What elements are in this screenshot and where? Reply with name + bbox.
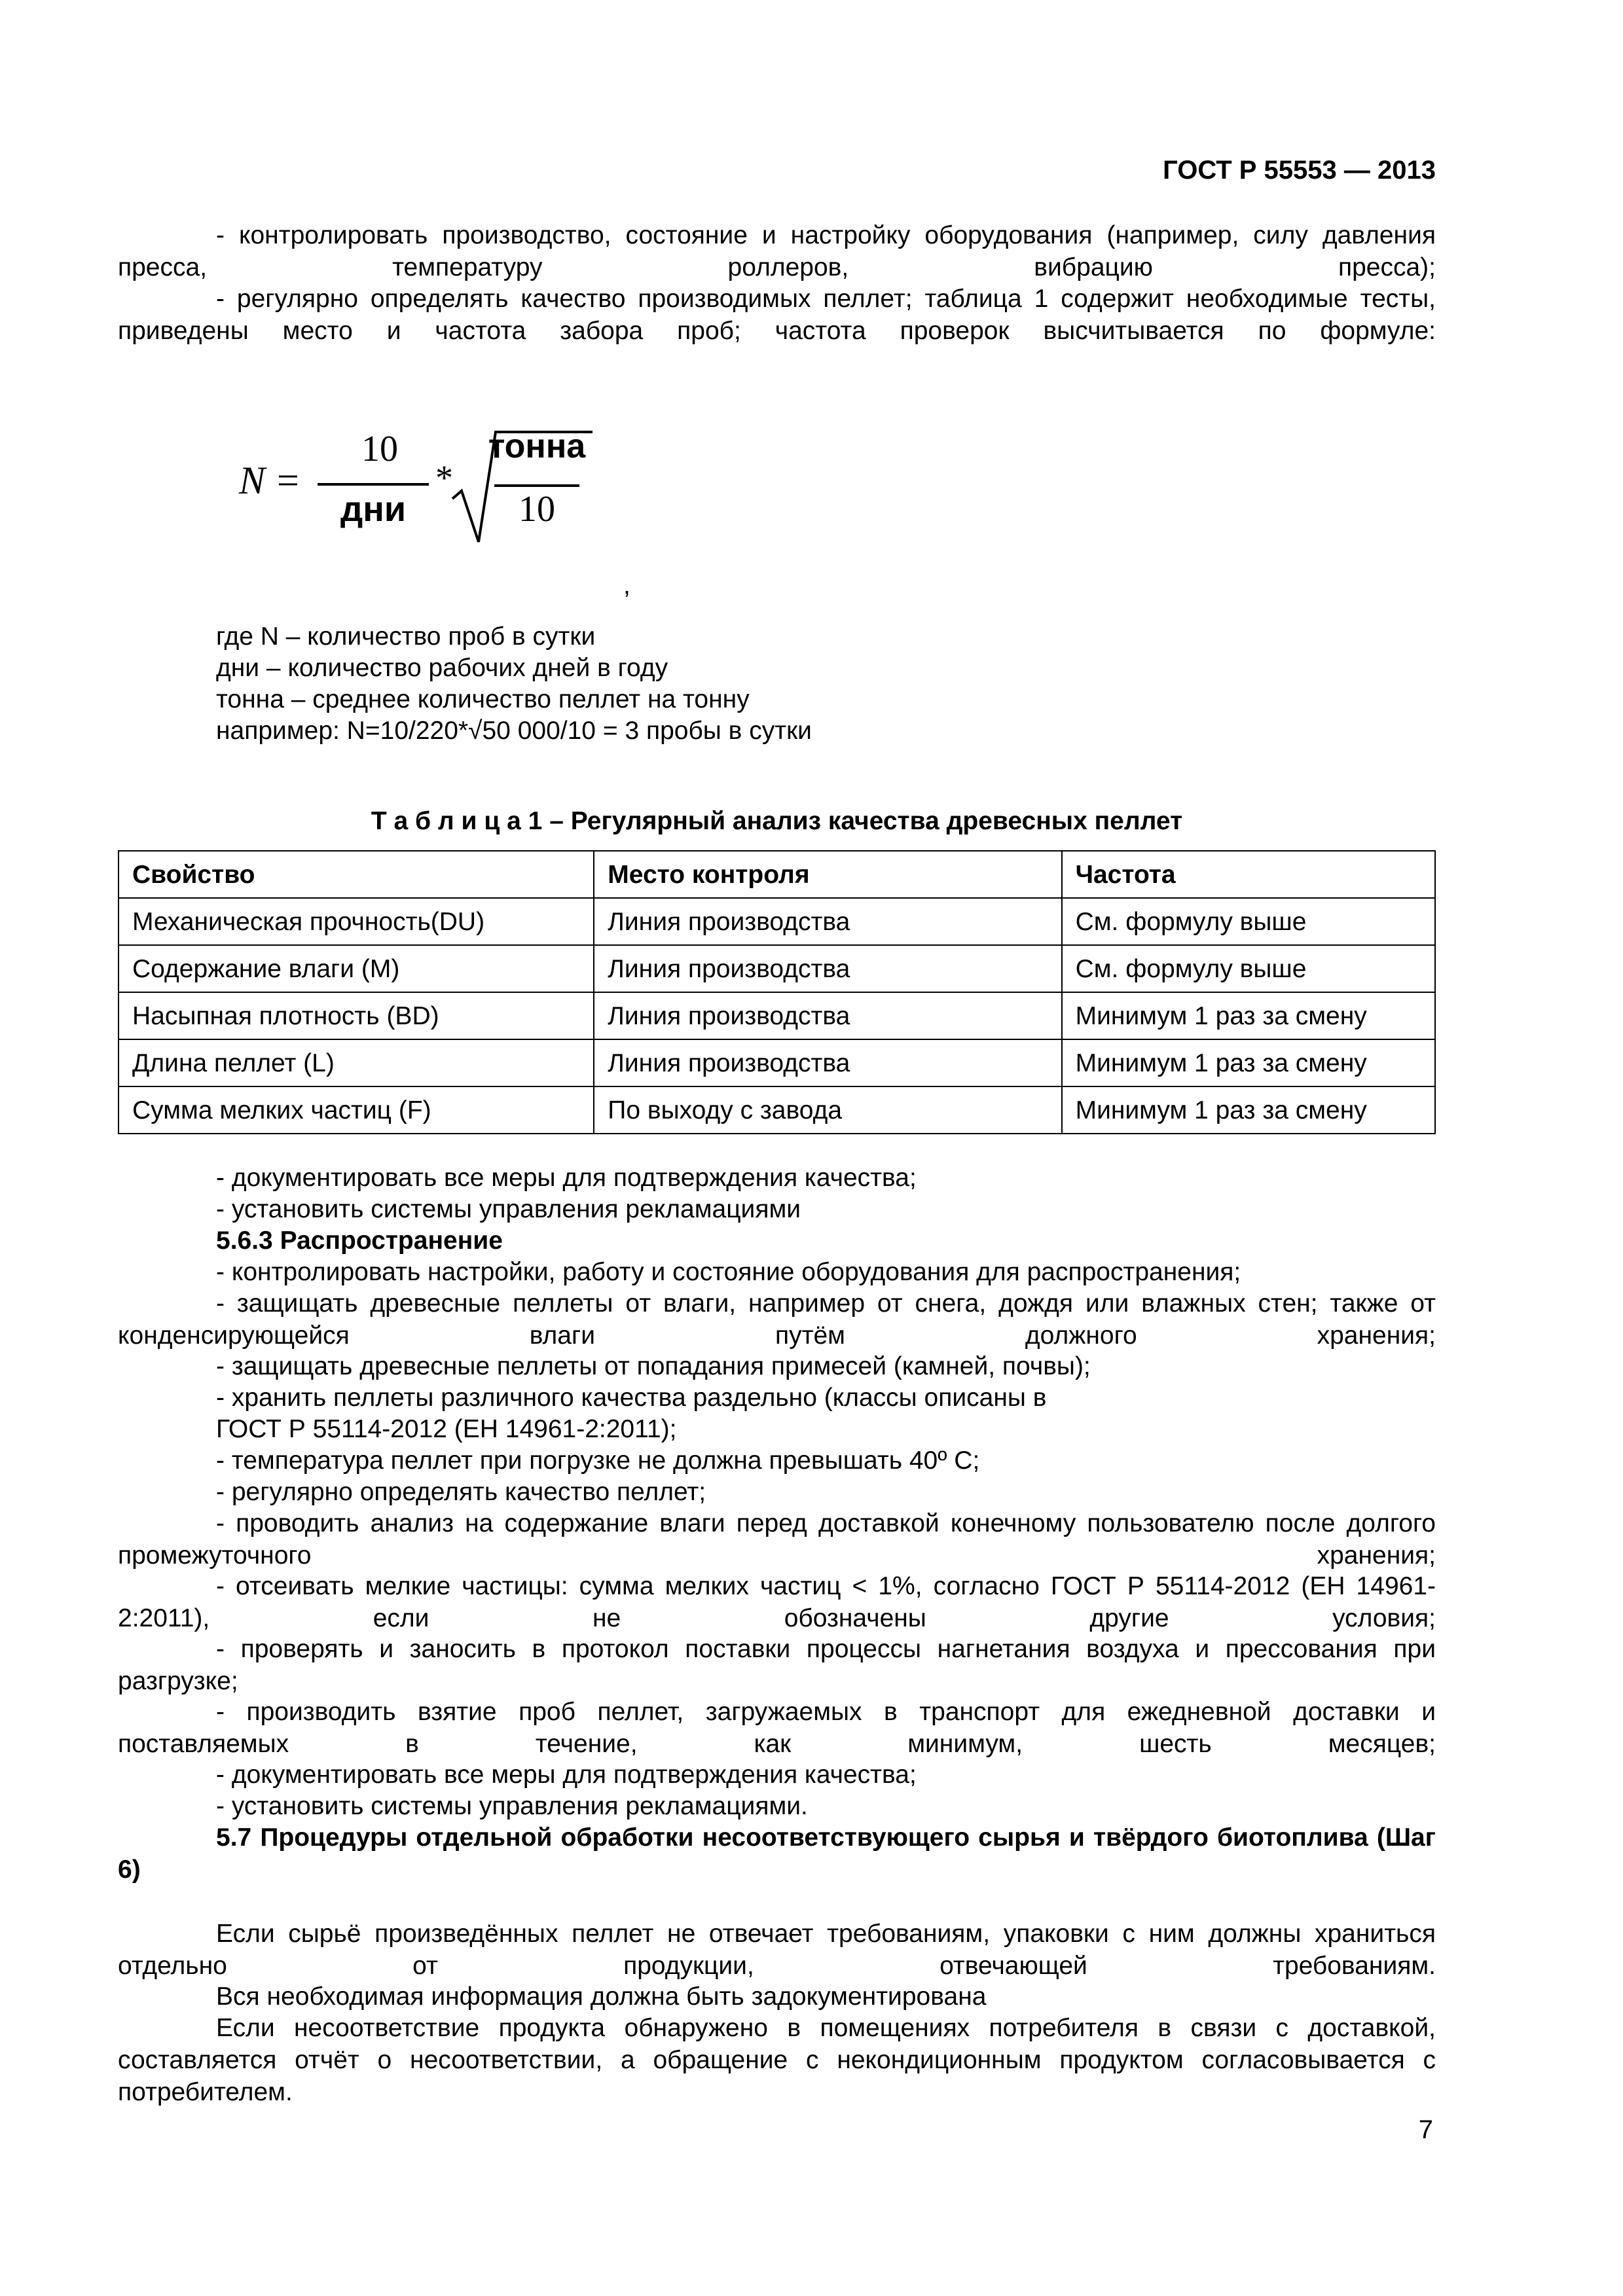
paragraph-text: Если сырьё произведённых пеллет не отвечает требованиям, упаковки с ним должны храниться отдельно от продукции, отвечающей требованиям. — [118, 1920, 1436, 1980]
table-cell: По выходу с завода — [594, 1086, 1061, 1134]
table-row — [119, 898, 1435, 945]
paragraph-text: - проводить анализ на содержание влаги перед доставкой конечному пользователю после долгого промежуточного хранения; — [118, 1509, 1436, 1570]
list-item: - контролировать настройки, работу и состояние оборудования для распространения; — [216, 1258, 1241, 1286]
paragraph-text: - защищать древесные пеллеты от влаги, например от снега, дождя или влажных стен; также от конденсирующейся влаги путём должного хранения; — [118, 1289, 1436, 1350]
formula-fraction-bar — [318, 483, 429, 486]
table-cell: См. формулу выше — [1062, 945, 1435, 992]
legend-days: дни – количество рабочих дней в году — [216, 654, 668, 682]
table-header-property: Свойство — [119, 851, 594, 898]
list-item — [118, 1633, 1436, 1697]
formula-fraction-numerator: 10 — [361, 429, 398, 469]
paragraph-nonconforming-storage — [118, 1918, 1436, 1982]
paragraph-text: - производить взятие проб пеллет, загружаемых в транспорт для ежедневной доставки и поставляемых в течение, как минимум, шесть месяцев; — [118, 1698, 1436, 1758]
table-cell: Минимум 1 раз за смену — [1062, 992, 1435, 1039]
paragraph-text: Если несоответствие продукта обнаружено в помещениях потребителя в связи с доставкой, составляется отчёт о несоответствии, а обращение с некондиционным продуктом согласовывается с потребителем. — [118, 2014, 1436, 2106]
table-cell: Минимум 1 раз за смену — [1062, 1086, 1435, 1134]
list-item — [118, 1507, 1436, 1571]
paragraph-text: - отсеивать мелкие частицы: сумма мелких частиц < 1%, согласно ГОСТ Р 55114-2012 (ЕН 14961-2:2011), если не обозначены другие условия; — [118, 1572, 1436, 1632]
table-cell: Длина пеллет (L) — [119, 1039, 594, 1086]
formula-multiply: * — [435, 458, 453, 497]
paragraph-nonconformity-report — [118, 2012, 1436, 2108]
list-item: - установить системы управления рекламациями — [216, 1195, 801, 1223]
paragraph-text: - контролировать производство, состояние и настройку оборудования (например, силу давления пресса, температуру роллеров, вибрацию пресса); — [118, 221, 1436, 281]
list-item: - защищать древесные пеллеты от попадания примесей (камней, почвы); — [216, 1352, 1091, 1380]
quality-analysis-table — [118, 850, 1436, 1134]
list-item: - хранить пеллеты различного качества раздельно (классы описаны в — [216, 1384, 1047, 1412]
paragraph-control-production — [118, 219, 1436, 283]
formula-root-numerator: тонна — [488, 427, 586, 465]
table-cell: Линия производства — [594, 1039, 1061, 1086]
legend-n: где N – количество проб в сутки — [216, 622, 596, 651]
sampling-formula — [239, 425, 586, 556]
list-item: - температура пеллет при погрузке не должна превышать 40º С; — [216, 1446, 980, 1475]
table-row — [119, 1086, 1435, 1134]
table-cell: Линия производства — [594, 898, 1061, 945]
section-heading-5-7 — [118, 1821, 1436, 1886]
list-item: - документировать все меры для подтверждения качества; — [216, 1164, 917, 1192]
legend-example: например: N=10/220*√50 000/10 = 3 пробы в сутки — [216, 717, 812, 745]
list-item — [118, 1287, 1436, 1352]
table-row — [119, 992, 1435, 1039]
table-cell: См. формулу выше — [1062, 898, 1435, 945]
table-header-location: Место контроля — [594, 851, 1061, 898]
formula-equals: = — [277, 459, 299, 502]
table-row — [119, 945, 1435, 992]
list-item-continuation: ГОСТ Р 55114-2012 (ЕН 14961-2:2011); — [216, 1415, 677, 1443]
table-cell: Механическая прочность(DU) — [119, 898, 594, 945]
formula-trailing-comma: , — [623, 571, 630, 600]
heading-text: 5.7 Процедуры отдельной обработки несоответствующего сырья и твёрдого биотоплива (Шаг 6) — [118, 1823, 1436, 1884]
table-row — [119, 1039, 1435, 1086]
table-cell: Сумма мелких частиц (F) — [119, 1086, 594, 1134]
paragraph-text: - регулярно определять качество производимых пеллет; таблица 1 содержит необходимые тесты, приведены место и частота забора проб; частота проверок высчитывается по формуле: — [118, 285, 1436, 345]
table-cell: Насыпная плотность (BD) — [119, 992, 594, 1039]
formula-root-denominator: 10 — [519, 489, 555, 529]
list-item: - регулярно определять качество пеллет; — [216, 1478, 706, 1506]
table-cell: Содержание влаги (М) — [119, 945, 594, 992]
list-item: - документировать все меры для подтверждения качества; — [216, 1761, 917, 1789]
section-heading-5-6-3: 5.6.3 Распространение — [216, 1227, 503, 1255]
table-cell: Линия производства — [594, 945, 1061, 992]
paragraph-documentation: Вся необходимая информация должна быть задокументирована — [216, 1982, 987, 2011]
document-number-header: ГОСТ Р 55553 — 2013 — [1163, 156, 1436, 185]
paragraph-text: - проверять и заносить в протокол поставки процессы нагнетания воздуха и прессования при разгрузке; — [118, 1635, 1436, 1695]
table-header-row — [119, 851, 1435, 898]
formula-fraction-denominator: дни — [340, 490, 407, 529]
legend-tonne: тонна – среднее количество пеллет на тонну — [216, 685, 750, 713]
page-number: 7 — [1418, 2115, 1433, 2144]
formula-lhs: N — [239, 459, 266, 502]
table-cell: Минимум 1 раз за смену — [1062, 1039, 1435, 1086]
list-item: - установить системы управления рекламациями. — [216, 1792, 808, 1820]
list-item — [118, 1696, 1436, 1760]
table-header-frequency: Частота — [1062, 851, 1435, 898]
paragraph-quality-tests — [118, 283, 1436, 347]
table-cell: Линия производства — [594, 992, 1061, 1039]
table-caption: Т а б л и ц а 1 – Регулярный анализ качества древесных пеллет — [371, 807, 1183, 835]
list-item — [118, 1570, 1436, 1634]
formula-root-fraction-bar — [494, 484, 579, 487]
